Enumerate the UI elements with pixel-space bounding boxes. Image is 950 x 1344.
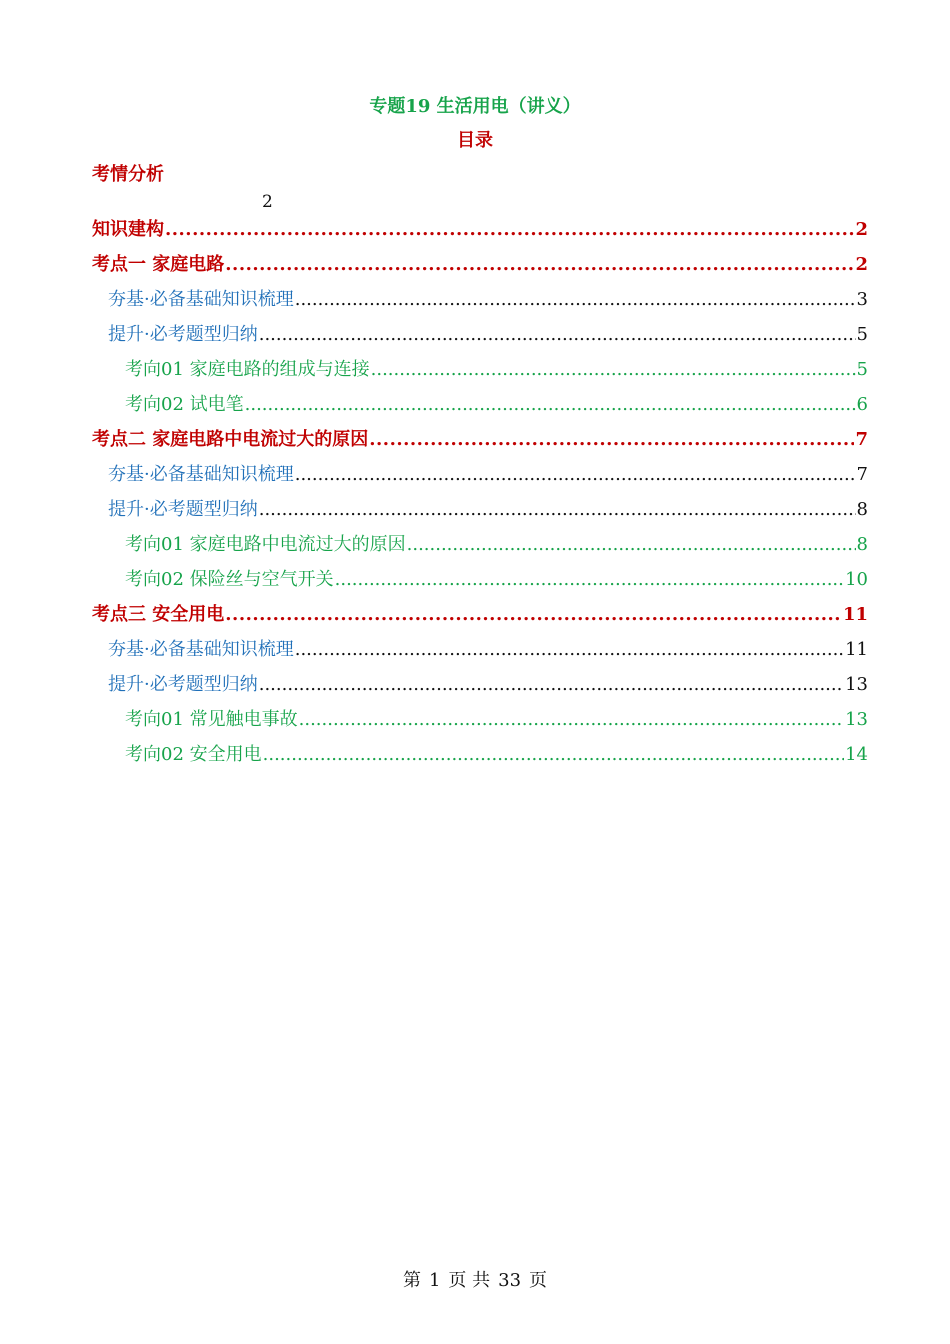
stray-page-number: 2 bbox=[262, 192, 273, 212]
toc-leader-dots bbox=[371, 359, 856, 380]
toc-entry[interactable] bbox=[108, 670, 868, 696]
toc-leader-dots bbox=[295, 289, 856, 310]
footer-suffix: 页 bbox=[529, 1270, 548, 1291]
toc-entry-label: 考向01 家庭电路中电流过大的原因 bbox=[125, 534, 406, 555]
toc-leader-dots bbox=[165, 219, 854, 240]
toc-entry[interactable] bbox=[108, 495, 868, 521]
toc-entry[interactable] bbox=[92, 425, 868, 451]
toc-entry[interactable] bbox=[108, 460, 868, 486]
toc-entry-label: 考向02 安全用电 bbox=[125, 744, 262, 765]
toc-leader-dots bbox=[295, 639, 844, 660]
toc-entry-label: 考向01 家庭电路的组成与连接 bbox=[125, 359, 370, 380]
toc-entry[interactable] bbox=[125, 390, 868, 416]
toc-entry-page: 5 bbox=[856, 324, 868, 345]
toc-entry[interactable] bbox=[125, 530, 868, 556]
toc-leader-dots bbox=[299, 709, 844, 730]
toc-entry[interactable] bbox=[125, 565, 868, 591]
toc-entry-label: 考向02 保险丝与空气开关 bbox=[125, 569, 334, 590]
toc-leader-dots bbox=[225, 254, 854, 275]
toc-entry-label: 考点三 安全用电 bbox=[92, 604, 225, 625]
toc-entry-page: 2 bbox=[855, 219, 868, 240]
toc-leader-dots bbox=[295, 464, 856, 485]
toc-leader-dots bbox=[259, 324, 856, 345]
toc-title: 目录 bbox=[457, 130, 493, 151]
toc-entry-page: 7 bbox=[856, 464, 868, 485]
toc-leader-dots bbox=[259, 499, 856, 520]
toc-entry-label: 夯基·必备基础知识梳理 bbox=[108, 639, 294, 660]
toc-entry-page: 8 bbox=[856, 499, 868, 520]
page-footer bbox=[0, 1266, 950, 1292]
footer-prefix: 第 bbox=[402, 1270, 421, 1291]
toc-entry-page: 13 bbox=[845, 709, 868, 730]
toc-leader-dots bbox=[369, 429, 854, 450]
toc-entry[interactable] bbox=[92, 215, 868, 241]
toc-entry-page: 7 bbox=[855, 429, 868, 450]
toc-entry[interactable] bbox=[108, 285, 868, 311]
toc-entry[interactable] bbox=[92, 600, 868, 626]
toc-entry-label: 知识建构 bbox=[92, 219, 164, 240]
toc-leader-dots bbox=[407, 534, 856, 555]
toc-entry-label: 考点一 家庭电路 bbox=[92, 254, 225, 275]
footer-page-number: 1 bbox=[428, 1270, 441, 1291]
toc-entry-label: 夯基·必备基础知识梳理 bbox=[108, 289, 294, 310]
toc-entry-page: 2 bbox=[855, 254, 868, 275]
toc-entry[interactable] bbox=[108, 320, 868, 346]
toc-leader-dots bbox=[259, 674, 844, 695]
toc-entry-label: 提升·必考题型归纳 bbox=[108, 499, 258, 520]
toc-entry[interactable] bbox=[108, 635, 868, 661]
toc-entry[interactable] bbox=[125, 355, 868, 381]
toc-entry-page: 8 bbox=[856, 534, 868, 555]
toc-entry-page: 11 bbox=[845, 639, 868, 660]
toc-leader-dots bbox=[335, 569, 844, 590]
analysis-heading: 考情分析 bbox=[92, 164, 164, 185]
toc-entry-label: 夯基·必备基础知识梳理 bbox=[108, 464, 294, 485]
toc-entry[interactable] bbox=[125, 740, 868, 766]
toc-leader-dots bbox=[263, 744, 844, 765]
footer-middle: 页 共 bbox=[448, 1270, 491, 1291]
toc-leader-dots bbox=[225, 604, 842, 625]
toc-entry-label: 提升·必考题型归纳 bbox=[108, 674, 258, 695]
toc-entry-page: 5 bbox=[856, 359, 868, 380]
toc-entry-page: 6 bbox=[856, 394, 868, 415]
toc-entry-label: 考向02 试电笔 bbox=[125, 394, 244, 415]
footer-total-pages: 33 bbox=[498, 1270, 522, 1291]
toc-entry-page: 10 bbox=[845, 569, 868, 590]
toc-entry[interactable] bbox=[125, 705, 868, 731]
toc-entry-label: 提升·必考题型归纳 bbox=[108, 324, 258, 345]
toc-entry-label: 考向01 常见触电事故 bbox=[125, 709, 298, 730]
document-title: 专题19 生活用电（讲义） bbox=[369, 96, 581, 117]
toc-entry-page: 3 bbox=[856, 289, 868, 310]
toc-leader-dots bbox=[245, 394, 856, 415]
toc-entry[interactable] bbox=[92, 250, 868, 276]
toc-entry-page: 11 bbox=[842, 604, 868, 625]
toc-entry-page: 13 bbox=[845, 674, 868, 695]
toc-entry-label: 考点二 家庭电路中电流过大的原因 bbox=[92, 429, 369, 450]
toc-entry-page: 14 bbox=[845, 744, 868, 765]
